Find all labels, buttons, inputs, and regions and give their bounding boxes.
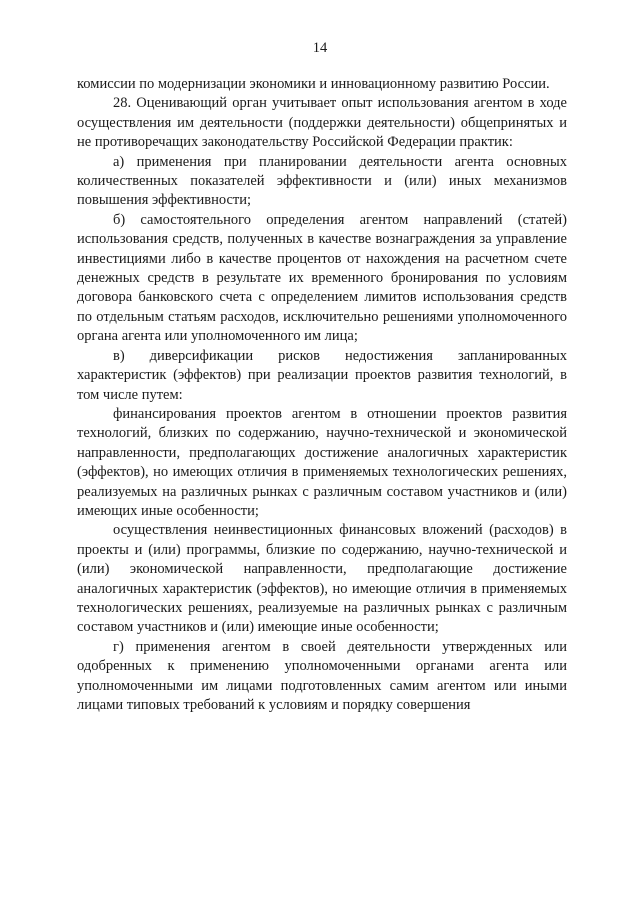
page-number: 14 — [312, 40, 328, 56]
paragraph-subitem-g: г) применения агентом в своей деятельности утвержденных или одобренных к применению уполномоченными органами агента или уполномоченными им лицами подготовленных самим агентом или иными лицами типовых требований к условиям и порядку совершения — [77, 638, 567, 713]
paragraph-continuation: комиссии по модернизации экономики и инновационному развитию России. — [77, 76, 550, 92]
paragraph-subitem-v: в) диверсификации рисков недостижения запланированных характеристик (эффектов) при реализации проектов развития технологий, в том числе путем: — [77, 347, 567, 403]
paragraph-bullet-financing: финансирования проектов агентом в отношении проектов развития технологий, близких по содержанию, научно-технической и экономической направленности, предполагающих достижение аналогичных характеристик (эффектов), но имеющих отличия в применяемых технологических решениях, реализуемых на различных рынках с различным составом участников и (или) имеющих иные особенности; — [77, 405, 567, 519]
paragraph-subitem-b: б) самостоятельного определения агентом направлений (статей) использования средств, полученных в качестве вознаграждения за управление инвестициями либо в качестве процентов от нахождения на расчетном счете денежных средств в результате их временного бронирования по условиям договора банковского счета с определением лимитов использования средств по отдельным статьям расходов, исключительно решениями уполномоченного органа агента или уполномоченного им лица; — [77, 211, 567, 345]
paragraph-item-28: 28. Оценивающий орган учитывает опыт использования агентом в ходе осуществления им деятельности (поддержки деятельности) общепринятых и не противоречащих законодательству Российской Федерации практик: — [77, 95, 567, 151]
paragraph-bullet-non-investment: осуществления неинвестиционных финансовых вложений (расходов) в проекты и (или) программы, близкие по содержанию, научно-технической и (или) экономической направленности, предполагающие достижение аналогичных характеристик (эффектов), но имеющие отличия в применяемых технологических решениях, реализуемые на различных рынках с различным составом участников и (или) имеющие иные особенности; — [77, 522, 567, 636]
document-body — [77, 75, 567, 715]
paragraph-subitem-a: а) применения при планировании деятельности агента основных количественных показателей эффективности и (или) иных механизмов повышения эффективности; — [77, 153, 567, 209]
